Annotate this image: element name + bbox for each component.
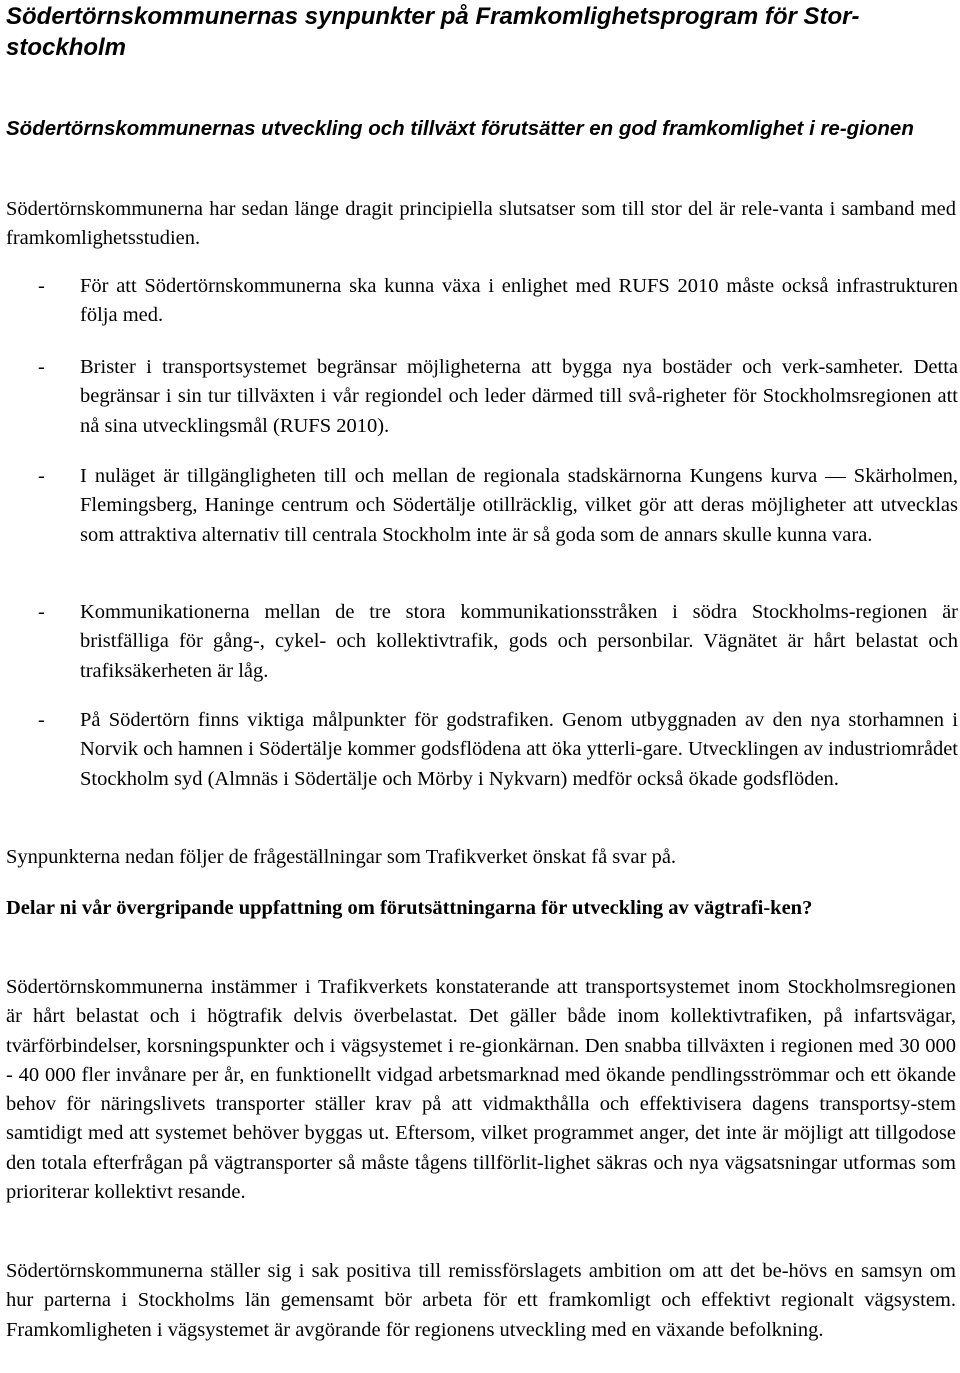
bullet-item — [38, 353, 958, 441]
bullet-dash: - — [38, 465, 45, 487]
bullet-dash: - — [38, 601, 45, 623]
bullet-dash: - — [38, 709, 45, 731]
answer-paragraph-2: Södertörnskommunerna ställer sig i sak positiva till remissförslagets ambition om att det be-hövs en samsyn om hur parterna i Stockholms län gemensamt bör arbeta för ett framkomligt och effektivt regionalt vägsystem. Framkomligheten i vägsystemet är avgörande för regionens utveckling med en växande befolkning. — [6, 1260, 956, 1341]
bullet-text: Kommunikationerna mellan de tre stora kommunikationsstråken i södra Stockholms-regionen är bristfälliga för gång-, cykel- och kollektivtrafik, gods och personbilar. Vägnätet är hårt belastat och trafiksäkerheten är låg. — [80, 601, 958, 682]
bullet-item — [38, 598, 958, 686]
bullet-text: För att Södertörnskommunerna ska kunna växa i enlighet med RUFS 2010 måste också infrastrukturen följa med. — [80, 275, 958, 327]
bullet-item — [38, 706, 958, 794]
bullet-dash: - — [38, 356, 45, 378]
bullet-item — [38, 272, 958, 331]
bullet-dash: - — [38, 275, 45, 297]
question-heading: Delar ni vår övergripande uppfattning om förutsättningarna för utveckling av vägtrafi-ken? — [6, 897, 813, 919]
lead-in-paragraph: Synpunkterna nedan följer de frågeställningar som Trafikverket önskat få svar på. — [6, 846, 677, 868]
bullet-text: Brister i transportsystemet begränsar möjligheterna att bygga nya bostäder och verk-samheter. Detta begränsar i sin tur tillväxten i vår regiondel och leder därmed till svå-righeter för Stockholmsregionen att nå sina utvecklingsmål (RUFS 2010). — [80, 356, 958, 437]
bullet-text: På Södertörn finns viktiga målpunkter för godstrafiken. Genom utbyggnaden av den nya storhamnen i Norvik och hamnen i Södertälje kommer godsflödena att öka ytterli-gare. Utvecklingen av industriområdet Stockholm syd (Almnäs i Södertälje och Mörby i Nykvarn) medför också ökade godsflöden. — [80, 709, 958, 790]
section-subtitle: Södertörnskommunernas utveckling och tillväxt förutsätter en god framkomlighet i re-gionen — [6, 117, 914, 140]
bullet-text: I nuläget är tillgängligheten till och mellan de regionala stadskärnorna Kungens kurva — Skärholmen, Flemingsberg, Haninge centrum och Södertälje otillräcklig, vilket gör att deras möjligheter att utvecklas som attraktiva alternativ till centrala Stockholm inte är så goda som de annars skulle kunna vara. — [80, 465, 958, 546]
answer-paragraph-1: Södertörnskommunerna instämmer i Trafikverkets konstaterande att transportsystemet inom Stockholmsregionen är hårt belastat och i högtrafik delvis överbelastat. Det gäller både inom kollektivtrafiken, på infartsvägar, tvärförbindelser, korsningspunkter och i vägsystemet i re-gionkärnan. Den snabba tillväxten i regionen med 30 000 - 40 000 fler invånare per år, en funktionellt vidgad arbetsmarknad med ökande pendlingsströmmar och ett ökande behov för näringslivets transporter ställer krav på att vidmakthålla och effektivisera dagens transportsy-stem samtidigt med att systemet behöver byggas ut. Eftersom, vilket programmet anger, det inte är möjligt att tillgodose den totala efterfrågan på vägtransporter så måste tågens tillförlit-lighet säkras och nya vägsatsningar utformas som prioriterar kollektivt resande. — [6, 976, 956, 1204]
document-title: Södertörnskommunernas synpunkter på Framkomlighetsprogram för Stor-stockholm — [6, 3, 860, 61]
bullet-item — [38, 462, 958, 550]
intro-paragraph: Södertörnskommunerna har sedan länge dragit principiella slutsatser som till stor del är rele-vanta i samband med framkomlighetsstudien. — [6, 198, 956, 250]
